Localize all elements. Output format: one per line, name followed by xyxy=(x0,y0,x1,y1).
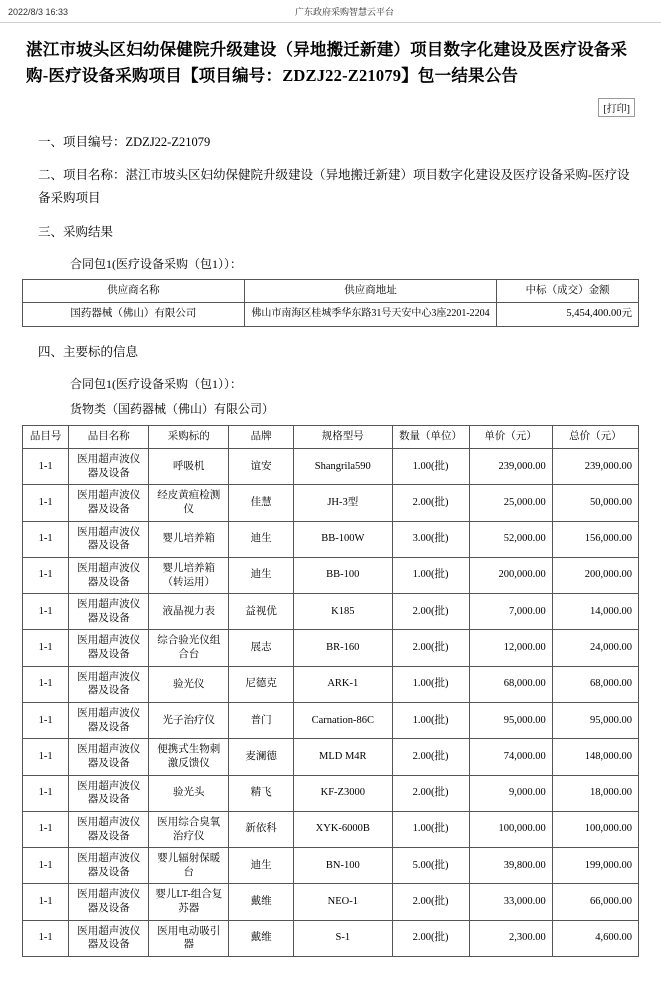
purchase-target: 医用综合臭氧治疗仪 xyxy=(149,811,229,847)
table-row xyxy=(23,521,639,557)
brand: 益视优 xyxy=(229,594,294,630)
total-price: 156,000.00 xyxy=(552,521,638,557)
item-category: 医用超声波仪器及设备 xyxy=(69,449,149,485)
contract-package-label-2: 合同包1(医疗设备采购（包1））： xyxy=(70,376,242,391)
purchase-target: 综合验光仪组合台 xyxy=(149,630,229,666)
model: NEO-1 xyxy=(294,884,393,920)
item-category: 医用超声波仪器及设备 xyxy=(69,811,149,847)
quantity: 1.00(批) xyxy=(392,666,469,702)
brand: 迪生 xyxy=(229,557,294,593)
unit-price: 39,800.00 xyxy=(469,848,552,884)
col-supplier-address: 供应商地址 xyxy=(244,280,497,303)
col-quantity: 数量（单位） xyxy=(392,425,469,448)
supplier-table xyxy=(22,279,639,326)
table-row xyxy=(23,449,639,485)
table-row xyxy=(23,485,639,521)
table-row xyxy=(23,630,639,666)
item-no: 1-1 xyxy=(23,703,69,739)
total-price: 148,000.00 xyxy=(552,739,638,775)
item-category: 医用超声波仪器及设备 xyxy=(69,594,149,630)
brand: 迪生 xyxy=(229,521,294,557)
section-3-label: 三、采购结果 xyxy=(38,224,114,239)
quantity: 1.00(批) xyxy=(392,703,469,739)
quantity: 1.00(批) xyxy=(392,811,469,847)
unit-price: 12,000.00 xyxy=(469,630,552,666)
total-price: 66,000.00 xyxy=(552,884,638,920)
item-category: 医用超声波仪器及设备 xyxy=(69,521,149,557)
purchase-target: 液晶视力表 xyxy=(149,594,229,630)
item-category: 医用超声波仪器及设备 xyxy=(69,884,149,920)
item-no: 1-1 xyxy=(23,811,69,847)
platform-name: 广东政府采购智慧云平台 xyxy=(294,7,394,17)
quantity: 1.00(批) xyxy=(392,449,469,485)
unit-price: 33,000.00 xyxy=(469,884,552,920)
quantity: 1.00(批) xyxy=(392,557,469,593)
purchase-target: 呼吸机 xyxy=(149,449,229,485)
total-price: 24,000.00 xyxy=(552,630,638,666)
table-row xyxy=(23,848,639,884)
brand: 戴维 xyxy=(229,920,294,956)
purchase-target: 经皮黄疸检测仪 xyxy=(149,485,229,521)
table-row xyxy=(23,739,639,775)
col-total-price: 总价（元） xyxy=(552,425,638,448)
section-project-number xyxy=(22,131,639,154)
item-no: 1-1 xyxy=(23,449,69,485)
total-price: 14,000.00 xyxy=(552,594,638,630)
model: BB-100 xyxy=(294,557,393,593)
table-row xyxy=(23,666,639,702)
total-price: 239,000.00 xyxy=(552,449,638,485)
unit-price: 2,300.00 xyxy=(469,920,552,956)
col-unit-price: 单价（元） xyxy=(469,425,552,448)
contract-package-label-1: 合同包1(医疗设备采购（包1））： xyxy=(70,256,242,271)
items-table xyxy=(22,425,639,957)
model: KF-Z3000 xyxy=(294,775,393,811)
supplier-address: 佛山市南海区桂城季华东路31号天安中心3座2201-2204 xyxy=(244,303,497,326)
brand: 谊安 xyxy=(229,449,294,485)
model: Shangrila590 xyxy=(294,449,393,485)
item-category: 医用超声波仪器及设备 xyxy=(69,739,149,775)
total-price: 18,000.00 xyxy=(552,775,638,811)
item-no: 1-1 xyxy=(23,920,69,956)
table-row xyxy=(23,884,639,920)
table-row xyxy=(23,594,639,630)
quantity: 2.00(批) xyxy=(392,775,469,811)
brand: 新依科 xyxy=(229,811,294,847)
purchase-target: 医用电动吸引器 xyxy=(149,920,229,956)
purchase-target: 婴儿培养箱 xyxy=(149,521,229,557)
brand: 普门 xyxy=(229,703,294,739)
unit-price: 52,000.00 xyxy=(469,521,552,557)
brand: 精飞 xyxy=(229,775,294,811)
purchase-target: 婴儿辐射保暖台 xyxy=(149,848,229,884)
unit-price: 200,000.00 xyxy=(469,557,552,593)
goods-category-label: 货物类（国药器械（佛山）有限公司） xyxy=(70,402,275,417)
quantity: 2.00(批) xyxy=(392,884,469,920)
item-category: 医用超声波仪器及设备 xyxy=(69,630,149,666)
section-main-items xyxy=(22,341,639,364)
item-category: 医用超声波仪器及设备 xyxy=(69,666,149,702)
model: K185 xyxy=(294,594,393,630)
model: Carnation-86C xyxy=(294,703,393,739)
item-no: 1-1 xyxy=(23,594,69,630)
table-row xyxy=(23,303,639,326)
brand: 迪生 xyxy=(229,848,294,884)
table-header-row xyxy=(23,280,639,303)
total-price: 199,000.00 xyxy=(552,848,638,884)
unit-price: 95,000.00 xyxy=(469,703,552,739)
purchase-target: 验光仪 xyxy=(149,666,229,702)
quantity: 2.00(批) xyxy=(392,485,469,521)
top-bar xyxy=(0,0,661,22)
col-item-no: 品目号 xyxy=(23,425,69,448)
item-no: 1-1 xyxy=(23,775,69,811)
item-no: 1-1 xyxy=(23,666,69,702)
supplier-name: 国药器械（佛山）有限公司 xyxy=(23,303,245,326)
model: BN-100 xyxy=(294,848,393,884)
total-price: 200,000.00 xyxy=(552,557,638,593)
model: BB-100W xyxy=(294,521,393,557)
purchase-target: 光子治疗仪 xyxy=(149,703,229,739)
project-name-value: 湛江市坡头区妇幼保健院升级建设（异地搬迁新建）项目数字化建设及医疗设备采购-医疗设备采购项目 xyxy=(38,168,630,206)
brand: 尼德克 xyxy=(229,666,294,702)
quantity: 3.00(批) xyxy=(392,521,469,557)
purchase-target: 验光头 xyxy=(149,775,229,811)
table-row xyxy=(23,920,639,956)
page-title: 湛江市坡头区妇幼保健院升级建设（异地搬迁新建）项目数字化建设及医疗设备采购-医疗设备采购项目【项目编号：ZDZJ22-Z21079】包一结果公告 xyxy=(26,40,628,85)
purchase-target: 婴儿培养箱（转运用） xyxy=(149,557,229,593)
total-price: 50,000.00 xyxy=(552,485,638,521)
unit-price: 100,000.00 xyxy=(469,811,552,847)
model: BR-160 xyxy=(294,630,393,666)
item-no: 1-1 xyxy=(23,557,69,593)
brand: 展志 xyxy=(229,630,294,666)
print-button[interactable]: [打印] xyxy=(598,98,635,117)
total-price: 100,000.00 xyxy=(552,811,638,847)
section-2-label: 二、项目名称： xyxy=(38,168,126,183)
item-category: 医用超声波仪器及设备 xyxy=(69,920,149,956)
table-header-row xyxy=(23,425,639,448)
model: XYK-6000B xyxy=(294,811,393,847)
brand: 麦澜德 xyxy=(229,739,294,775)
table-row xyxy=(23,811,639,847)
item-no: 1-1 xyxy=(23,848,69,884)
total-price: 68,000.00 xyxy=(552,666,638,702)
section-4-label: 四、主要标的信息 xyxy=(38,344,139,359)
table-row xyxy=(23,703,639,739)
model: MLD M4R xyxy=(294,739,393,775)
col-supplier-name: 供应商名称 xyxy=(23,280,245,303)
item-category: 医用超声波仪器及设备 xyxy=(69,848,149,884)
section-project-name xyxy=(22,164,639,210)
item-no: 1-1 xyxy=(23,884,69,920)
unit-price: 74,000.00 xyxy=(469,739,552,775)
quantity: 2.00(批) xyxy=(392,739,469,775)
award-amount: 5,454,400.00元 xyxy=(497,303,639,326)
brand: 戴维 xyxy=(229,884,294,920)
model: JH-3型 xyxy=(294,485,393,521)
item-category: 医用超声波仪器及设备 xyxy=(69,703,149,739)
item-no: 1-1 xyxy=(23,630,69,666)
col-brand: 品牌 xyxy=(229,425,294,448)
purchase-target: 便携式生物刺激反馈仪 xyxy=(149,739,229,775)
brand: 佳慧 xyxy=(229,485,294,521)
section-1-label: 一、项目编号： xyxy=(38,135,126,150)
table-row xyxy=(23,557,639,593)
total-price: 95,000.00 xyxy=(552,703,638,739)
model: S-1 xyxy=(294,920,393,956)
quantity: 5.00(批) xyxy=(392,848,469,884)
quantity: 2.00(批) xyxy=(392,630,469,666)
section-purchase-result xyxy=(22,221,639,244)
item-no: 1-1 xyxy=(23,521,69,557)
timestamp: 2022/8/3 16:33 xyxy=(8,6,69,17)
item-no: 1-1 xyxy=(23,485,69,521)
unit-price: 68,000.00 xyxy=(469,666,552,702)
col-model: 规格型号 xyxy=(294,425,393,448)
project-number-value: ZDZJ22-Z21079 xyxy=(125,135,211,150)
col-purchase-target: 采购标的 xyxy=(149,425,229,448)
table-row xyxy=(23,775,639,811)
quantity: 2.00(批) xyxy=(392,920,469,956)
purchase-target: 婴儿LT-组合复苏器 xyxy=(149,884,229,920)
unit-price: 9,000.00 xyxy=(469,775,552,811)
quantity: 2.00(批) xyxy=(392,594,469,630)
unit-price: 7,000.00 xyxy=(469,594,552,630)
model: ARK-1 xyxy=(294,666,393,702)
unit-price: 239,000.00 xyxy=(469,449,552,485)
item-category: 医用超声波仪器及设备 xyxy=(69,775,149,811)
document-body xyxy=(0,119,661,981)
item-no: 1-1 xyxy=(23,739,69,775)
item-category: 医用超声波仪器及设备 xyxy=(69,485,149,521)
unit-price: 25,000.00 xyxy=(469,485,552,521)
item-category: 医用超声波仪器及设备 xyxy=(69,557,149,593)
col-award-amount: 中标（成交）金额 xyxy=(497,280,639,303)
total-price: 4,600.00 xyxy=(552,920,638,956)
print-row xyxy=(0,92,661,119)
col-item-category: 品目名称 xyxy=(69,425,149,448)
